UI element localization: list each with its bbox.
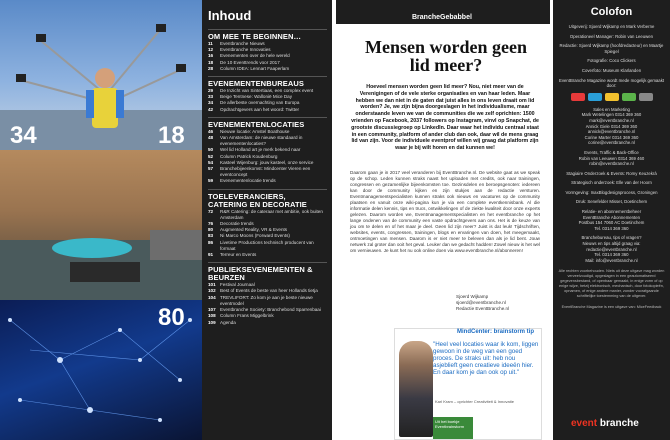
toc-entry-text: R&R Catering: de cateraar met ambitie, ook buiten Amsterdam: [220, 208, 323, 220]
toc-page-number: 57: [208, 166, 214, 172]
toc-sections: [208, 29, 327, 326]
toc-page-number: 48: [208, 135, 214, 141]
copyright-notice: Alle rechten voorbehouden. Niets uit deze uitgave mag worden verveelvoudigd, opgeslagen in een geautomatiseerd gegevensbestand, of openbaar gemaakt, in enige vorm of op enige wijze, hetzij elektronisch, mechanisch, door fotokopieën, opnamen, of enige andere manier, zonder voorafgaande schriftelijke toestemming van de uitgever.: [558, 269, 665, 299]
toc-entry-text: Van Amsterdam: de nieuwe standaard in evenementenlocaties?: [220, 135, 303, 147]
colofon-credit: Operationeel Manager: Robin van Leeuwen: [569, 33, 654, 39]
toc-entry-text: Evenementen over de hele wereld: [220, 53, 290, 59]
toc-entry: [208, 107, 327, 113]
toc-page-number: 76: [208, 221, 214, 227]
toc-entry-text: Agenda: [220, 319, 236, 325]
toc-page-number: 11: [208, 41, 213, 46]
toc-entry-text: De Inzicht van Sintertiaas, een complex event: [220, 88, 314, 94]
toc-page-number: 29: [208, 88, 214, 94]
colofon-title: Colofon: [590, 6, 633, 18]
colofon-contact-block: Relatie- en abonnementbeheer EventBranche Abonnementen Postbus 154 7060 AC Doetinchem Tel. 0314 369 360: [578, 209, 645, 231]
toc-entry-text: TREVLIFORT: Zo kom je aan je beste nieuwe eventmodel: [220, 294, 313, 306]
toc-entry-text: Livetime Productions technisch producent van formaat: [220, 239, 314, 251]
toc-page-number: 91: [208, 252, 214, 258]
toc-entry-text: Evenementenlocatie trends: [220, 178, 276, 184]
sponsor-logo: [571, 93, 585, 101]
logo-word-branche: branche: [599, 418, 639, 429]
article-lead: Hoeveel mensen worden geen lid meer? Nou, niet meer van de Verenigingen of de vele sterke organisaties en van haar leden. Maar hebben we dan niet in de gaten dat juist alles in ons leven draait om lid worden? Je, we zijn bijna doorgeslagen in het individualisme, maar onderstaande leven we van de communities die we zelf oprichten: 1500 vrienden op Facebook, 2037 followers op Instagram, vinvl op Snapchat, de grootste discussiegroep op LinkedIn. Daar waar het individu centraal staat in een community, platform of ander club dan ook, daar wil de mens graag lid van zijn. Voor de individuele eventprof willen wij graag dat platform zijn waar je bij wilt horen en dat kunnen we!: [351, 84, 539, 152]
toc-section-heading: TOELEVERANCIERS, CATERING EN DECORATIE: [208, 189, 327, 209]
sponsor-logo: [639, 93, 653, 101]
colofon-credits: [557, 24, 666, 89]
toc-page-number: 50: [208, 147, 214, 153]
colofon-contacts: [557, 107, 666, 264]
toc-entry-text: Eventbranche Society: Branchebond Sparrenbaai: [220, 307, 321, 313]
logo-word-event: event: [571, 418, 598, 429]
speaker-photo: [399, 341, 433, 437]
toc-page-number: 108: [208, 313, 216, 319]
toc-entry-text: Kasteel Wijenburg: jouw kasteel, onze service: [220, 159, 314, 165]
network-photo: [0, 300, 202, 440]
toc-page-number: 101: [208, 282, 216, 288]
sponsor-logos: [557, 93, 666, 101]
toc-entry-text: Opdrachtgevers aan het woord: Twitter: [220, 106, 300, 112]
book-cover: Uit het boekje Eventbrainstorm: [433, 417, 473, 439]
photo-column: [0, 0, 202, 440]
colofon-credit: Coverfoto: Museum Klarlanden: [581, 67, 642, 73]
article-page: [336, 0, 550, 440]
toc-section-heading: OM MEE TE BEGINNEN…: [208, 29, 327, 41]
toc-entry-text: Eventbranche Innovaties: [220, 47, 271, 53]
colofon-contact-block: Vormgeving: InaxBlogdesignprocess, Groningen: [565, 189, 658, 195]
toc-entry-text: Column IDEA: Lennart Faaperlam: [220, 65, 290, 71]
toc-page-number: 18: [208, 59, 214, 65]
colofon-credit: Redactie: Sjoerd Wijkamp (hoofdredacteur) en Maartje Spiegel: [559, 43, 664, 54]
toc-page-number: 72: [208, 208, 214, 214]
toc-entry: [208, 240, 327, 252]
signature-name: Sjoerd Wijkamp: [456, 294, 489, 299]
colofon-contact-block: Sales en Marketing Mark Wetelingen 0314 369 360 mark@eventbranche.nl Annick Giele 0314 369 360 annick@eventbranche.nl Corine Marter 0314 369 360 corine@eventbranche.nl: [581, 106, 642, 146]
toc-page-number: 107: [208, 307, 216, 313]
toc-entry-text: Terreur en Events: [220, 252, 257, 258]
colofon-credit: Uitgeverij: Sjoerd Wijkamp en Mark Verberne: [568, 24, 655, 29]
toc-title: Inhoud: [208, 8, 252, 23]
toc-page-number: 59: [208, 178, 214, 184]
toc-entry: [208, 135, 327, 147]
colofon-contact-block: Druk: Senefelder Misset, Doetinchem: [575, 199, 648, 205]
toc-entry: [208, 209, 327, 221]
toc-entry: [208, 320, 327, 326]
sponsor-logo: [605, 93, 619, 101]
toc-entry-text: De allerbeste overnachting van Europa: [220, 100, 300, 106]
toc-page-number: 83: [208, 233, 214, 239]
toc-section-heading: EVENEMENTENBUREAUS: [208, 76, 327, 88]
page-number-badge: 34: [10, 122, 37, 149]
sponsor-logo: [588, 93, 602, 101]
toc-page-number: 33: [208, 94, 214, 100]
toc-entry-text: Augmented Reality, VR & Events: [220, 227, 288, 233]
tip-heading: MindCenter: brainstorm tip: [457, 329, 535, 335]
toc-entry-text: Column Patrick Koudenburg: [220, 153, 278, 159]
toc-entry-text: De 10 Eventtrends voor 2017: [220, 59, 280, 65]
toc-page-number: 104: [208, 294, 216, 300]
colofon-credit: EventBranche Magazine wordt mede mogelijk gemaakt door:: [558, 77, 665, 89]
toc-page-number: 16: [208, 53, 214, 59]
toc-entry: [208, 66, 327, 72]
column-brand: BrancheGebabbel: [412, 14, 472, 21]
table-of-contents: [202, 0, 332, 440]
toc-entry-text: Wel lid Holland art je merk bekend naar: [220, 147, 301, 153]
toc-entry: [208, 178, 327, 184]
colofon-column: [553, 0, 670, 440]
toc-entry-text: Column Frans Miggelbrink: [220, 313, 274, 319]
page-number-badge: 80: [158, 304, 185, 331]
signature-email: sjoerd@eventbranche.nl: [456, 300, 506, 305]
signature-role: Redactie EventBranche.nl: [456, 306, 510, 311]
article-body: Daarom gaan je in 2017 veel veranderen bij EventBranche.nl. De website gaat as we speak op de schop. Leden kunnen straks naast het uploaden met credits, ook naar trainingen, congressen en gezamenlijke bijeenkomsten toe. Gezinsdelen en beroepsgenoten: iedereen kan door de community kijken en zijn stukjes aan de redactie versturen. Eventmanagementspecialisten kunnen straks ook nieuws en vacatures op de community plaatsen en vanuit onze wiki-pagina kun je via een complete eventkennisbank. Al die informatie delen kennis, tips en trucs, ontwikkelingen of de ziekte kwaliteit door onze experts gelezen. Daarom worden we, Eventmanagementspecialisten en het eventbranche op het lange ondenen van de community een vaste opdrachtgevers aan ons. Het is de keuze van jou om te delen en of het maar je deel. Geen lid zijn meer? Juist is dat leuk! Tijdschriften, websites, events, congressen, trainingen, blogs en ervaringen van doen, het meegemaakt, ontmoetingen van mensen. Daarom is er niet meer te beleven dan als je lid bent. Jouw netwerk zal groter dan ooit het geval. Leuker dan we gedacht hadden! Zowel nieuw is het wel om vernieuwen. Je kunt het nu ook online doen via www.eventbranche.nl/abonneren!: [350, 170, 540, 253]
brainstorm-tip-box: [394, 328, 542, 440]
colofon-contact-block: Stagiaire Onderzoek & Events: Romy Keuzekrà: [566, 170, 657, 176]
toc-entry-text: Eventbranche Nieuws: [220, 41, 265, 46]
colofon-credit: Fotografie: Coco Clickers: [587, 58, 636, 64]
publisher-note: EventBranche Magazine is een uitgave van: MiceFeedback: [561, 305, 662, 310]
toc-page-number: 54: [208, 159, 214, 165]
toc-section-heading: PUBLIEKSEVENEMENTEN & BEURZEN: [208, 262, 327, 282]
toc-page-number: 86: [208, 239, 214, 245]
page-number-badge: 18: [158, 122, 185, 149]
toc-entry-text: Best of Events de beste van heer Hollands tietja: [220, 288, 318, 294]
tip-author: Karl Kram – oprichter Creativiteit & Innovatie: [435, 399, 514, 404]
toc-entry-text: Festival Journaal: [220, 282, 255, 288]
colofon-contact-block: Events, Traffic & Back-Office Robin van Leeuwen 0314 369 460 robin@eventbranche.nl: [578, 149, 645, 167]
toc-section-heading: EVENEMENTENLOCATIES: [208, 117, 327, 129]
toc-entry: [208, 166, 327, 178]
toc-entry: [208, 295, 327, 307]
article-title: Mensen worden geen lid meer?: [365, 37, 527, 75]
toc-entry-text: Branchebijeenkomst: Mindcenter Vieren een eventconcept: [220, 166, 311, 178]
toc-page-number: 12: [208, 47, 214, 53]
colofon-contact-block: Branchebureau, tips of vragen? Nieuws en tips altijd graag via: redactie@eventbranche.nl Tel. 0314 369 360 Mail: info@eventbranche.nl: [581, 235, 642, 263]
eventbranche-logo: [571, 418, 639, 429]
toc-entry: [208, 252, 327, 258]
toc-page-number: 80: [208, 227, 214, 233]
toc-page-number: 42: [208, 106, 214, 112]
toc-page-number: 52: [208, 153, 214, 159]
toc-entry-text: Nieuwe locatie: Amstel Boathouse: [220, 128, 290, 134]
colofon-contact-block: Strategisch onderzoek: Elle van der Hoorn: [571, 180, 652, 186]
toc-page-number: 46: [208, 128, 214, 134]
toc-entry-text: Ni Marco Moons (Forward Events): [220, 233, 290, 239]
toc-page-number: 109: [208, 319, 216, 325]
sponsor-logo: [622, 93, 636, 101]
toc-entry-text: Beige Tentnese: Wallonië Mice Day: [220, 94, 293, 100]
toc-page-number: 28: [208, 65, 214, 71]
toc-page-number: 34: [208, 100, 214, 106]
tip-quote: "Heel veel locaties waar ik kom, liggen gewoon in de weg van een goed proces. De straks uit: heb nou asjeblieft geen creatieve ideeën hier. En daar kom je dan ook op uit.": [433, 341, 539, 376]
toc-entry-text: Decoratie trends: [220, 221, 254, 227]
dam-illustration: [0, 150, 202, 300]
toc-page-number: 102: [208, 288, 216, 294]
signature: [456, 294, 509, 312]
